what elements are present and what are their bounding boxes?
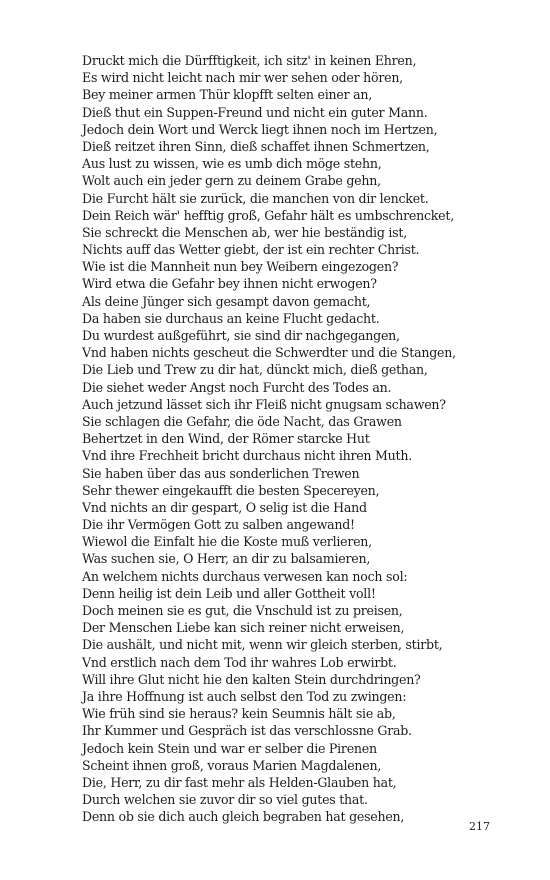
poem-line: Wolt auch ein jeder gern zu deinem Grabe gehn, [82,173,381,189]
poem-line: Wie ist die Mannheit nun bey Weibern eingezogen? [82,259,399,275]
poem-line: Durch welchen sie zuvor dir so viel gutes that. [82,792,368,808]
poem-line: Du wurdest außgeführt, sie sind dir nachgegangen, [82,328,400,343]
poem-line: Die Lieb und Trew zu dir hat, dünckt mich, dieß gethan, [82,362,428,378]
poem-line: Dein Reich wär' hefftig groß, Gefahr hält es umbschrencket, [82,207,454,223]
poem-line: Sie schlagen die Gefahr, die öde Nacht, das Grawen [82,413,402,429]
poem-line: Sie schreckt die Menschen ab, wer hie beständig ist, [82,224,407,240]
poem-line: Es wird nicht leicht nach mir wer sehen oder hören, [82,70,403,86]
poem-line: Ja ihre Hoffnung ist auch selbst den Tod zu zwingen: [82,688,407,704]
poem-line: Ihr Kummer und Gespräch ist das verschlossne Grab. [82,723,412,739]
poem-line: Wie früh sind sie heraus? kein Seumnis hält sie ab, [82,706,396,722]
poem-line: Doch meinen sie es gut, die Vnschuld ist zu preisen, [82,603,403,618]
poem-line: Jedoch dein Wort und Werck liegt ihnen noch im Hertzen, [82,121,438,137]
poem-line: Die Furcht hält sie zurück, die manchen von dir lencket. [82,190,429,206]
poem-line: Bey meiner armen Thür klopfft selten einer an, [82,87,372,103]
poem-line: Vnd nichts an dir gespart, O selig ist die Hand [82,499,367,515]
poem-line: Sie haben über das aus sonderlichen Trewen [82,465,360,481]
poem-line: Was suchen sie, O Herr, an dir zu balsamieren, [82,551,371,567]
poem-line: Die, Herr, zu dir fast mehr als Helden-Glauben hat, [82,774,397,790]
poem-text [82,52,522,825]
poem-line: Wiewol die Einfalt hie die Koste muß verlieren, [82,534,372,550]
poem-line: Vnd erstlich nach dem Tod ihr wahres Lob erwirbt. [82,654,397,670]
poem-line: Denn ob sie dich auch gleich begraben hat gesehen, [82,809,405,825]
page-number: 217 [469,820,490,833]
poem-line: Nichts auff das Wetter giebt, der ist ein rechter Christ. [82,242,420,258]
poem-line: Die aushält, und nicht mit, wenn wir gleich sterben, stirbt, [82,637,443,653]
poem-line: An welchem nichts durchaus verwesen kan noch sol: [82,568,408,584]
poem-line: Jedoch kein Stein und war er selber die Pirenen [82,740,377,756]
poem-line: Dieß reitzet ihren Sinn, dieß schaffet ihnen Schmertzen, [82,138,430,154]
poem-line: Der Menschen Liebe kan sich reiner nicht erweisen, [82,620,405,636]
poem-line: Sehr thewer eingekaufft die besten Specereyen, [82,482,380,498]
poem-line: Die siehet weder Angst noch Furcht des Todes an. [82,379,392,395]
poem-line: Da haben sie durchaus an keine Flucht gedacht. [82,310,380,326]
poem-line: Auch jetzund lässet sich ihr Fleiß nicht gnugsam schawen? [82,396,446,412]
poem-line: Wird etwa die Gefahr bey ihnen nicht erwogen? [82,276,377,292]
poem-line: Denn heilig ist dein Leib und aller Gottheit voll! [82,585,376,601]
poem-line: Als deine Jünger sich gesampt davon gemacht, [82,293,371,309]
poem-line: Scheint ihnen groß, voraus Marien Magdalenen, [82,757,382,773]
poem-line: Aus lust zu wissen, wie es umb dich möge stehn, [82,156,382,172]
poem-line: Die ihr Vermögen Gott zu salben angewand! [82,517,355,533]
poem-line: Vnd haben nichts gescheut die Schwerdter und die Stangen, [82,345,456,361]
poem-line: Dieß thut ein Suppen-Freund und nicht ein guter Mann. [82,104,428,120]
poem-line: Vnd ihre Frechheit bricht durchaus nicht ihren Muth. [82,448,412,464]
poem-line: Will ihre Glut nicht hie den kalten Stein durchdringen? [82,671,421,687]
poem-line: Behertzet in den Wind, der Römer starcke Hut [82,431,370,447]
poem-line: Druckt mich die Dürfftigkeit, ich sitz' in keinen Ehren, [82,53,417,68]
